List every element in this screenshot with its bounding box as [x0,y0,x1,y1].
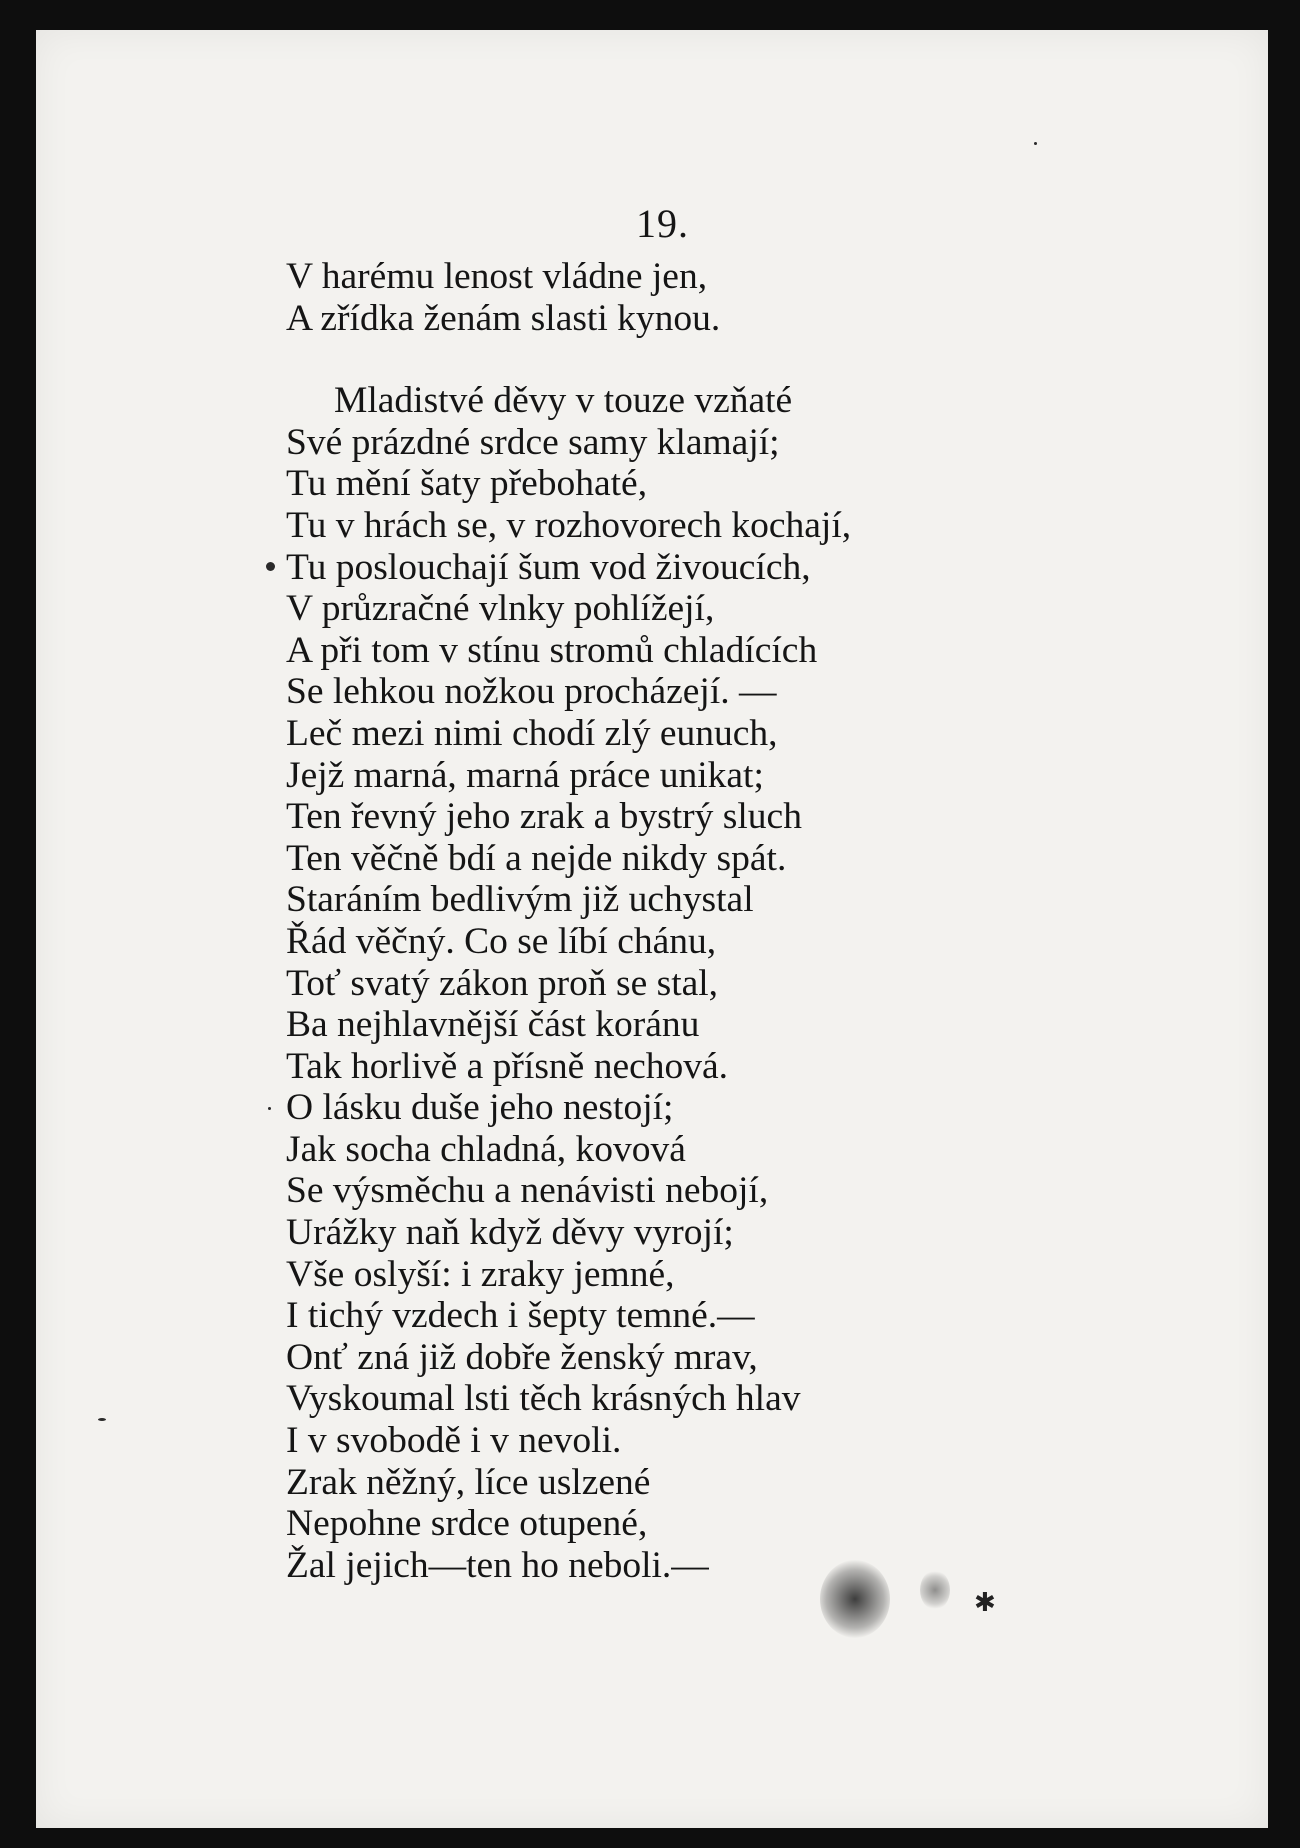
poem-line: V průzračné vlnky pohlížejí, [286,588,715,630]
poem-line: I tichý vzdech i šepty temné.— [286,1295,755,1337]
poem-line: Toť svatý zákon proň se stal, [286,962,719,1004]
poem-line: Se lehkou nožkou procházejí. — [286,671,777,713]
poem-text [286,256,1046,1586]
poem-line: V harému lenost vládne jen, [286,256,708,297]
poem-line: Ba nejhlavnější část koránu [286,1004,700,1046]
poem-line: A zřídka ženám slasti kynou. [286,297,721,339]
poem-line: Tu mění šaty přebohaté, [286,463,648,505]
poem-line: Se výsměchu a nenávisti nebojí, [286,1170,769,1212]
asterisk-mark: ✱ [974,1588,996,1618]
poem-line: Urážky naň když děvy vyrojí; [286,1212,734,1254]
poem-line: Žal jejich—ten ho neboli.— [286,1544,709,1586]
page-number: 19. [636,201,689,246]
poem-line: Tu poslouchají šum vod živoucích, [286,546,811,588]
ink-smudge [820,1560,890,1638]
stanza-2 [286,380,1046,1586]
poem-line: Nepohne srdce otupené, [286,1503,648,1545]
poem-line: Řád věčný. Co se líbí chánu, [286,920,717,962]
poem-line: Zrak něžný, líce uslzené [286,1461,651,1503]
poem-line: Ten řevný jeho zrak a bystrý sluch [286,796,802,838]
scan-speck [1034,142,1037,145]
poem-line: Mladistvé děvy v touze vzňaté [334,380,793,422]
poem-line: Onť zná již dobře ženský mrav, [286,1336,758,1378]
scan-speck [266,562,275,571]
stanza-1 [286,256,1046,339]
poem-line: Vyskoumal lsti těch krásných hlav [286,1378,801,1420]
poem-line: Staráním bedlivým již uchystal [286,879,754,921]
poem-line: Tak horlivě a přísně nechová. [286,1045,728,1087]
poem-line: Své prázdné srdce samy klamají; [286,421,780,463]
poem-line: I v svobodě i v nevoli. [286,1420,622,1462]
poem-line: O lásku duše jeho nestojí; [286,1087,674,1129]
poem-line: Leč mezi nimi chodí zlý eunuch, [286,712,778,754]
ink-smudge [920,1570,950,1610]
poem-line: Ten věčně bdí a nejde nikdy spát. [286,837,787,879]
poem-line: Tu v hrách se, v rozhovorech kochají, [286,504,852,546]
scan-speck [98,1418,106,1421]
poem-line: Jak socha chladná, kovová [286,1128,686,1170]
poem-line: Vše oslyší: i zraky jemné, [286,1253,675,1295]
poem-line: Jejž marná, marná práce unikat; [286,754,764,796]
scan-speck [268,1107,271,1110]
poem-line: A při tom v stínu stromů chladících [286,629,818,671]
